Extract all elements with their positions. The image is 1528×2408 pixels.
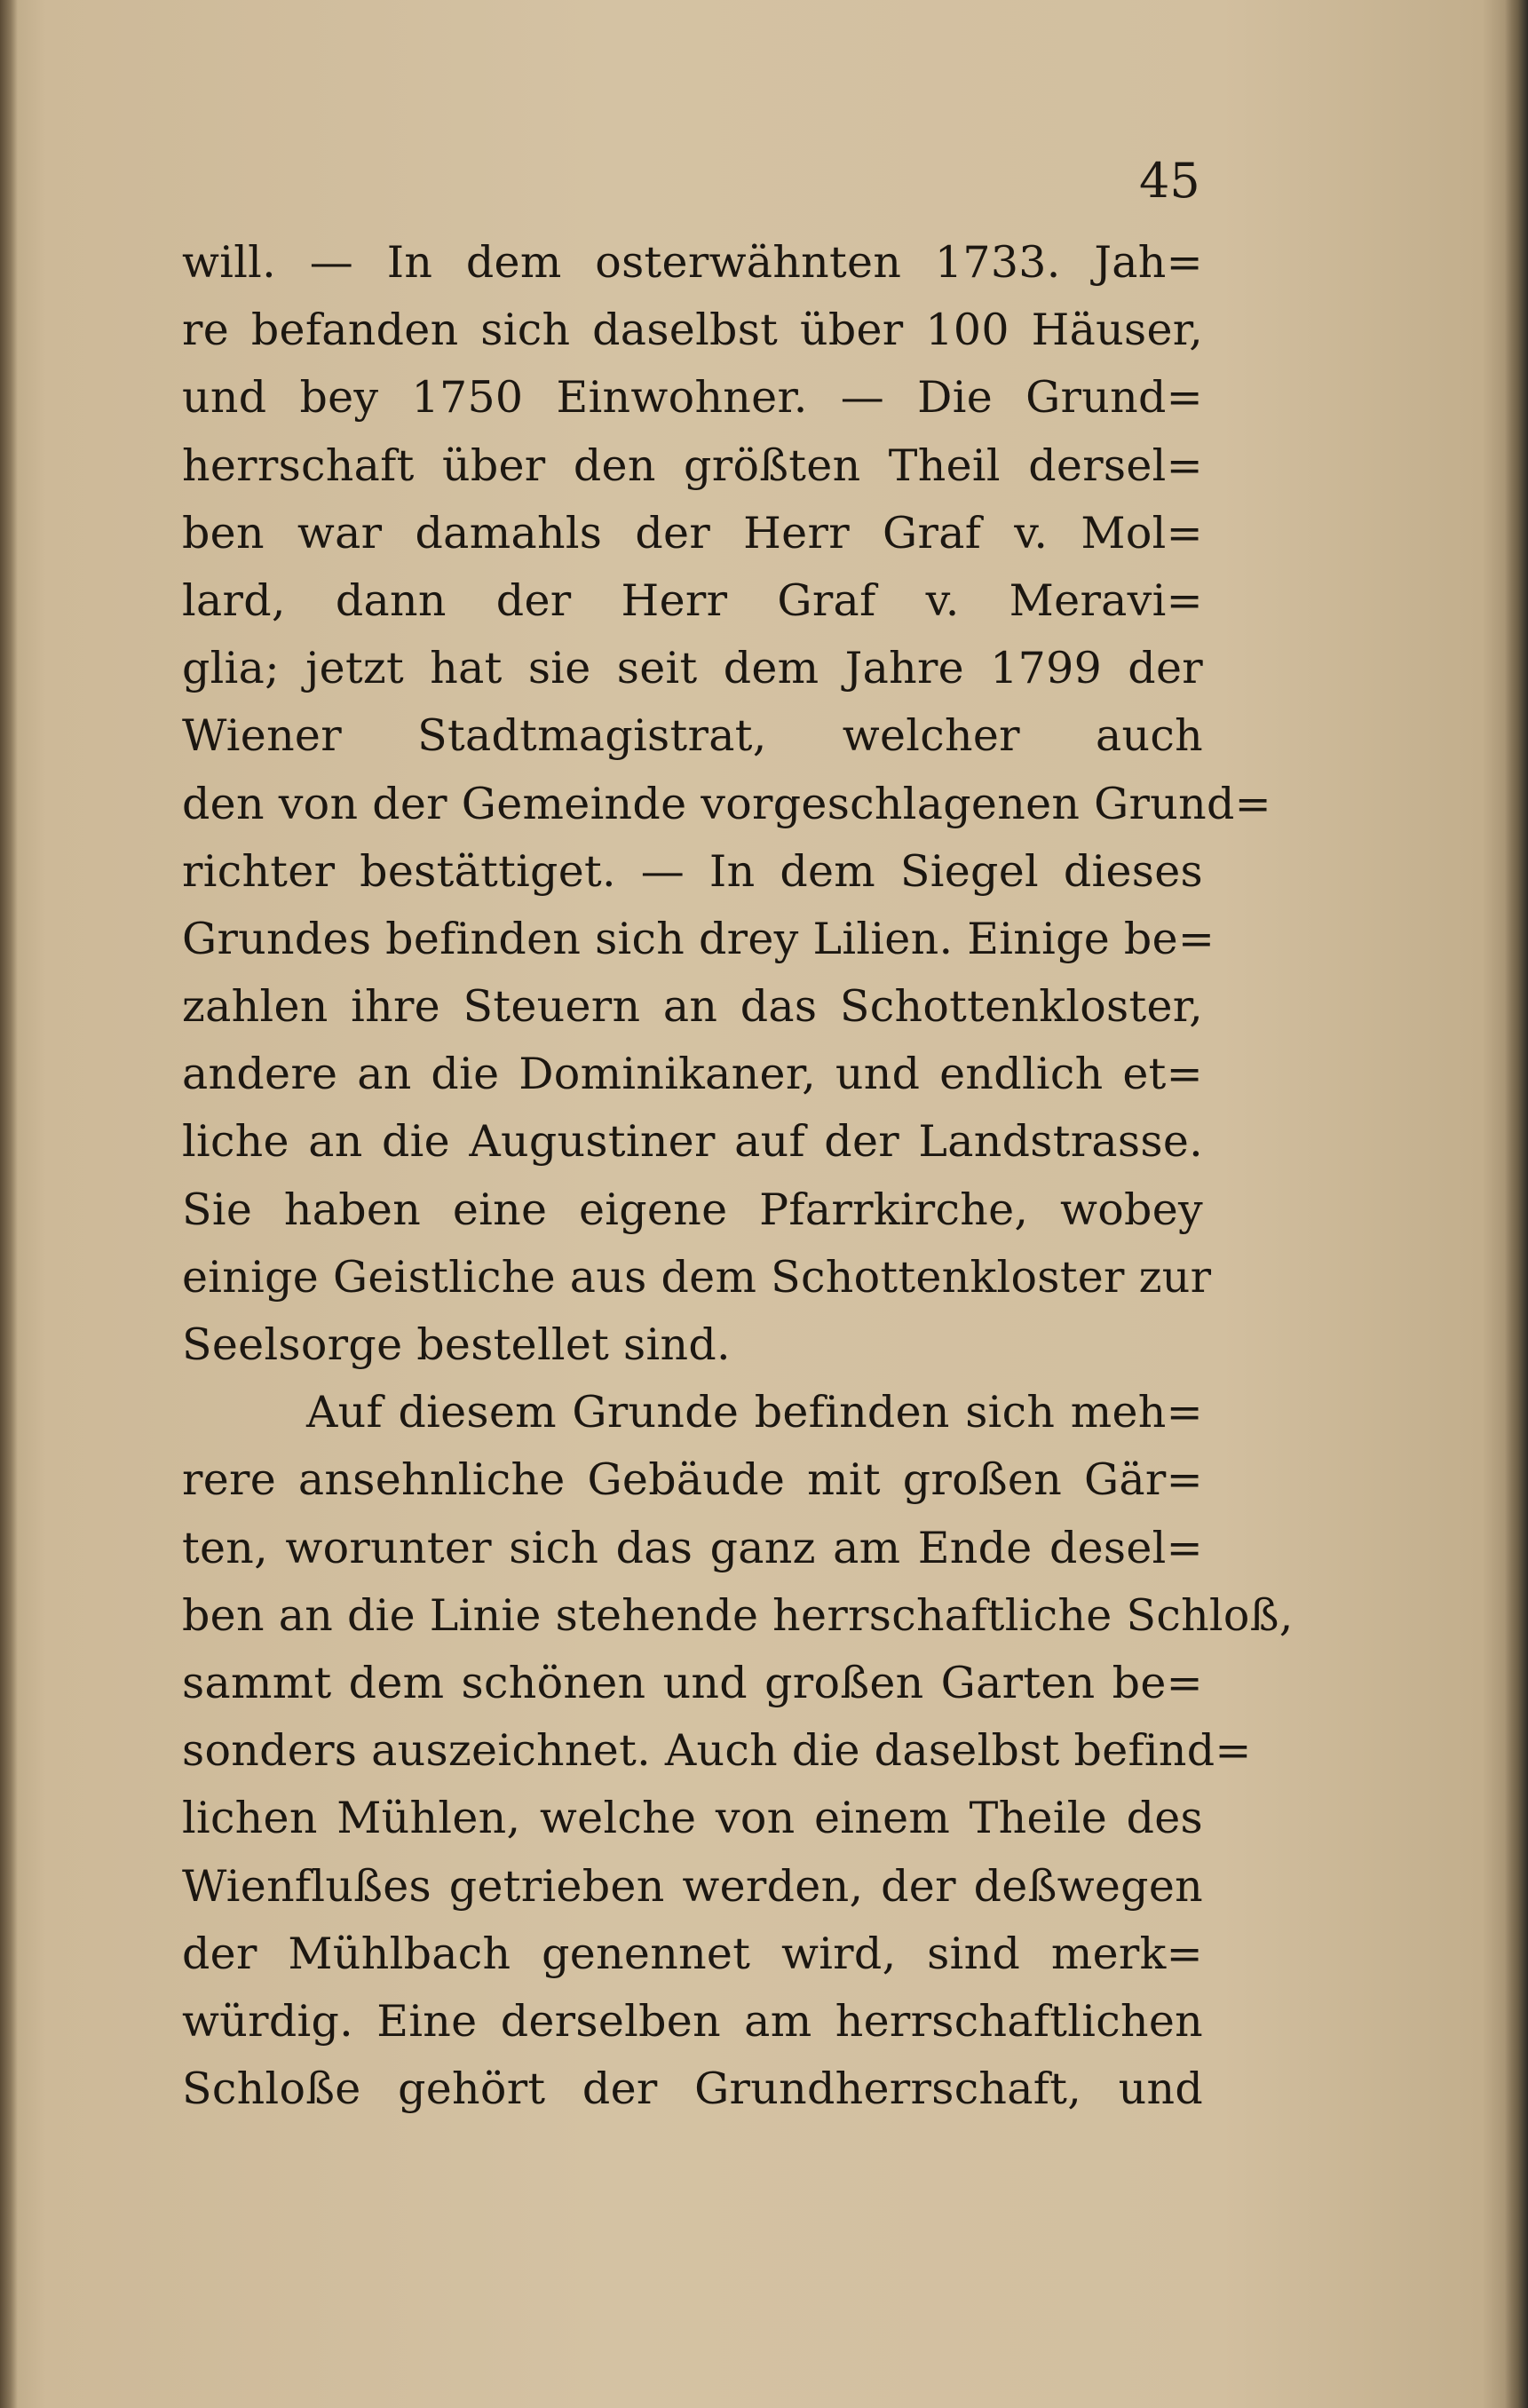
text-line: herrschaft über den größten Theil dersel= (182, 440, 1203, 491)
text-line: lard, dann der Herr Graf v. Meravi= (182, 574, 1203, 626)
text-line: würdig. Eine derselben am herrschaftlichen (182, 1995, 1203, 2047)
text-line: zahlen ihre Steuern an das Schottenkloster, (182, 981, 1203, 1033)
text-line: glia; jetzt hat sie seit dem Jahre 1799 der (182, 643, 1203, 694)
text-line: sonders auszeichnet. Auch die daselbst befind= (182, 1725, 1252, 1777)
body-text (182, 229, 1294, 2123)
text-line: ben an die Linie stehende herrschaftliche Schloß, (182, 1589, 1294, 1641)
text-line: Wiener Stadtmagistrat, welcher auch (182, 710, 1203, 762)
text-line: Wienflußes getrieben werden, der deßwegen (182, 1860, 1203, 1912)
text-line: und bey 1750 Einwohner. — Die Grund= (182, 372, 1203, 424)
text-line: ben war damahls der Herr Graf v. Mol= (182, 507, 1203, 558)
text-line: Grundes befinden sich drey Lilien. Einige be= (182, 913, 1215, 964)
paragraph-first-line: Auf diesem Grunde befinden sich meh= (306, 1387, 1203, 1438)
text-line: den von der Gemeinde vorgeschlagenen Grund= (182, 778, 1272, 829)
text-line: liche an die Augustiner auf der Landstrasse. (182, 1116, 1203, 1168)
text-line: lichen Mühlen, welche von einem Theile des (182, 1793, 1203, 1844)
text-line: rere ansehnliche Gebäude mit großen Gär= (182, 1454, 1203, 1506)
text-line: Sie haben eine eigene Pfarrkirche, wobey (182, 1184, 1203, 1235)
text-line: will. — In dem osterwähnten 1733. Jah= (182, 237, 1203, 288)
text-line: re befanden sich daselbst über 100 Häuser, (182, 305, 1203, 356)
page-number: 45 (1139, 153, 1200, 209)
text-line: einige Geistliche aus dem Schottenkloster zur (182, 1251, 1212, 1303)
text-line: sammt dem schönen und großen Garten be= (182, 1657, 1203, 1708)
text-line: andere an die Dominikaner, und endlich et= (182, 1049, 1203, 1100)
text-line: Schloße gehört der Grundherrschaft, und (182, 2063, 1203, 2115)
text-line: der Mühlbach genennet wird, sind merk= (182, 1928, 1203, 1979)
paragraph-end-line: Seelsorge bestellet sind. (182, 1319, 731, 1370)
page-right-edge (1505, 0, 1528, 2408)
page-left-edge (0, 0, 18, 2408)
text-line: richter bestättiget. — In dem Siegel dieses (182, 845, 1203, 897)
text-line: ten, worunter sich das ganz am Ende desel= (182, 1522, 1203, 1573)
